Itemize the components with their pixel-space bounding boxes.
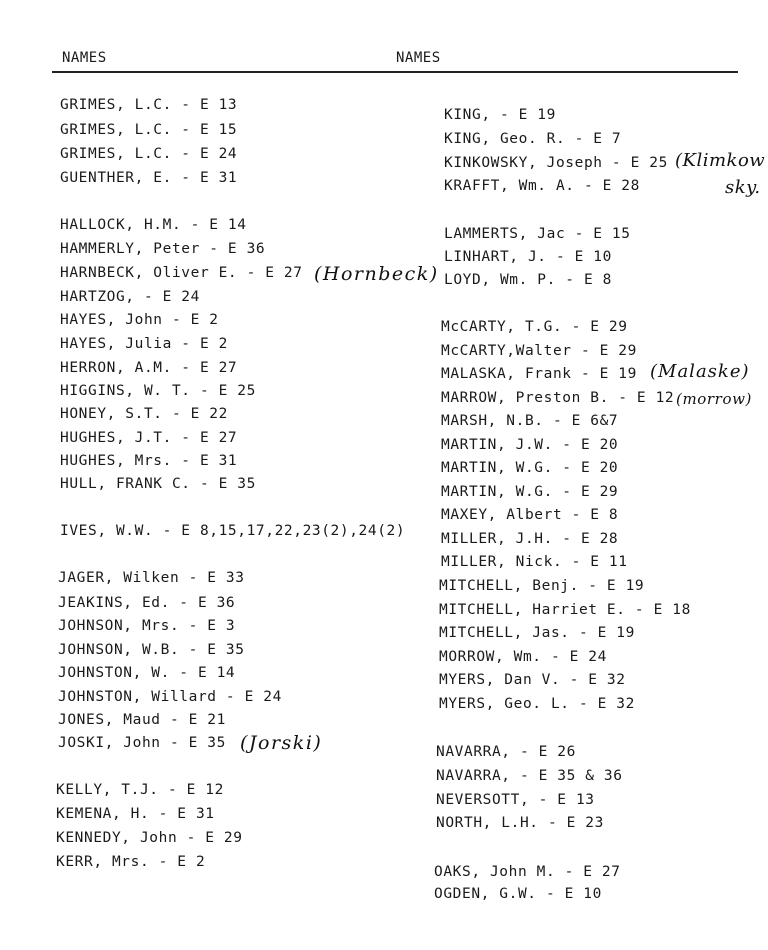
list-item: MILLER, J.H. - E 28 bbox=[441, 531, 619, 547]
list-item: MARROW, Preston B. - E 12 bbox=[441, 390, 675, 406]
list-item: MARTIN, J.W. - E 20 bbox=[441, 437, 619, 453]
list-item: MARTIN, W.G. - E 20 bbox=[441, 460, 619, 476]
list-item: HUGHES, J.T. - E 27 bbox=[60, 430, 238, 446]
list-item: GRIMES, L.C. - E 24 bbox=[60, 146, 238, 162]
list-item: KERR, Mrs. - E 2 bbox=[56, 854, 206, 870]
list-item: MALASKA, Frank - E 19 bbox=[441, 366, 637, 382]
list-item: HAMMERLY, Peter - E 36 bbox=[60, 241, 266, 257]
list-item: GRIMES, L.C. - E 13 bbox=[60, 97, 238, 113]
list-item: NAVARRA, - E 35 & 36 bbox=[436, 768, 623, 784]
list-item: JOHNSON, W.B. - E 35 bbox=[58, 642, 245, 658]
list-item: NAVARRA, - E 26 bbox=[436, 744, 576, 760]
list-item: MORROW, Wm. - E 24 bbox=[439, 649, 607, 665]
list-item: JOSKI, John - E 35 bbox=[58, 735, 226, 751]
list-item: LOYD, Wm. P. - E 8 bbox=[444, 272, 612, 288]
handwritten-note-morrow: (morrow) bbox=[676, 390, 752, 408]
list-item: OAKS, John M. - E 27 bbox=[434, 864, 621, 880]
list-item: JEAKINS, Ed. - E 36 bbox=[58, 595, 236, 611]
list-item: MITCHELL, Harriet E. - E 18 bbox=[439, 602, 691, 618]
list-item: HAYES, Julia - E 2 bbox=[60, 336, 228, 352]
list-item: KING, Geo. R. - E 7 bbox=[444, 131, 622, 147]
handwritten-note-klimkowsky: (Klimkow bbox=[675, 150, 766, 171]
list-item: HERRON, A.M. - E 27 bbox=[60, 360, 238, 376]
handwritten-note-klimkowsky-cont: sky. bbox=[725, 177, 761, 198]
handwritten-note-malaske: (Malaske) bbox=[650, 361, 750, 382]
list-item: OGDEN, G.W. - E 10 bbox=[434, 886, 602, 902]
list-item: KING, - E 19 bbox=[444, 107, 556, 123]
list-item: HARTZOG, - E 24 bbox=[60, 289, 200, 305]
list-item: KELLY, T.J. - E 12 bbox=[56, 782, 224, 798]
list-item: HUGHES, Mrs. - E 31 bbox=[60, 453, 238, 469]
list-item: LINHART, J. - E 10 bbox=[444, 249, 612, 265]
list-item: HAYES, John - E 2 bbox=[60, 312, 219, 328]
list-item: McCARTY, T.G. - E 29 bbox=[441, 319, 628, 335]
list-item: HALLOCK, H.M. - E 14 bbox=[60, 217, 247, 233]
list-item: MAXEY, Albert - E 8 bbox=[441, 507, 619, 523]
list-item: MARTIN, W.G. - E 29 bbox=[441, 484, 619, 500]
list-item: LAMMERTS, Jac - E 15 bbox=[444, 226, 631, 242]
list-item: HIGGINS, W. T. - E 25 bbox=[60, 383, 256, 399]
list-item: GRIMES, L.C. - E 15 bbox=[60, 122, 238, 138]
list-item: IVES, W.W. - E 8,15,17,22,23(2),24(2) bbox=[60, 523, 406, 539]
list-item: HULL, FRANK C. - E 35 bbox=[60, 476, 256, 492]
handwritten-note-hornbeck: (Hornbeck) bbox=[314, 263, 439, 285]
list-item: MYERS, Dan V. - E 32 bbox=[439, 672, 626, 688]
list-item: JAGER, Wilken - E 33 bbox=[58, 570, 245, 586]
list-item: NEVERSOTT, - E 13 bbox=[436, 792, 595, 808]
list-item: McCARTY,Walter - E 29 bbox=[441, 343, 637, 359]
list-item: HONEY, S.T. - E 22 bbox=[60, 406, 228, 422]
list-item: MITCHELL, Jas. - E 19 bbox=[439, 625, 635, 641]
header-names-right: NAMES bbox=[396, 50, 441, 66]
list-item: KEMENA, H. - E 31 bbox=[56, 806, 215, 822]
list-item: GUENTHER, E. - E 31 bbox=[60, 170, 238, 186]
header-names-left: NAMES bbox=[62, 50, 107, 66]
list-item: JOHNSON, Mrs. - E 3 bbox=[58, 618, 236, 634]
list-item: MYERS, Geo. L. - E 32 bbox=[439, 696, 635, 712]
list-item: JOHNSTON, Willard - E 24 bbox=[58, 689, 282, 705]
list-item: MARSH, N.B. - E 6&7 bbox=[441, 413, 619, 429]
list-item: MILLER, Nick. - E 11 bbox=[441, 554, 628, 570]
list-item: NORTH, L.H. - E 23 bbox=[436, 815, 604, 831]
list-item: HARNBECK, Oliver E. - E 27 bbox=[60, 265, 303, 281]
list-item: KENNEDY, John - E 29 bbox=[56, 830, 243, 846]
list-item: KRAFFT, Wm. A. - E 28 bbox=[444, 178, 640, 194]
handwritten-note-jorski: (Jorski) bbox=[240, 732, 323, 754]
header-underline bbox=[52, 71, 738, 73]
list-item: JONES, Maud - E 21 bbox=[58, 712, 226, 728]
list-item: MITCHELL, Benj. - E 19 bbox=[439, 578, 645, 594]
list-item: JOHNSTON, W. - E 14 bbox=[58, 665, 236, 681]
list-item: KINKOWSKY, Joseph - E 25 bbox=[444, 155, 668, 171]
